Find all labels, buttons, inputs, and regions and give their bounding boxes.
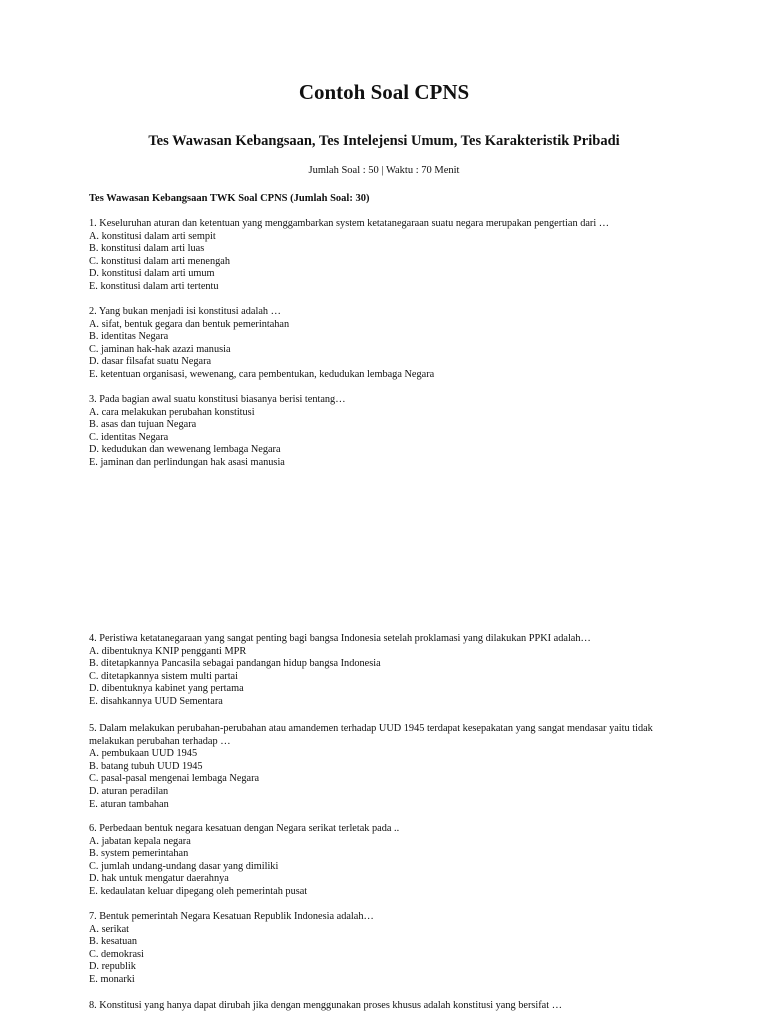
option-a: A. jabatan kepala negara	[89, 835, 191, 847]
option-b: B. ditetapkannya Pancasila sebagai pandangan hidup bangsa Indonesia	[89, 658, 381, 670]
option-b: B. identitas Negara	[89, 331, 169, 343]
option-a: A. sifat, bentuk gegara dan bentuk pemerintahan	[89, 318, 290, 330]
option-c: C. konstitusi dalam arti menengah	[89, 255, 230, 267]
option-c: C. ditetapkannya sistem multi partai	[89, 670, 238, 682]
option-b: B. batang tubuh UUD 1945	[89, 760, 203, 772]
option-b: B. asas dan tujuan Negara	[89, 419, 197, 431]
option-b: B. kesatuan	[89, 936, 138, 948]
option-d: D. hak untuk mengatur daerahnya	[89, 873, 229, 885]
option-d: D. republik	[89, 961, 136, 973]
option-e: E. konstitusi dalam arti tertentu	[89, 280, 219, 292]
option-e: E. aturan tambahan	[89, 798, 169, 810]
question-1	[89, 218, 689, 294]
question-3	[89, 394, 689, 470]
option-c: C. demokrasi	[89, 948, 144, 960]
option-e: E. monarki	[89, 973, 135, 985]
page-title: Contoh Soal CPNS	[298, 80, 470, 104]
question-2	[89, 306, 689, 382]
option-a: A. pembukaan UUD 1945	[89, 748, 198, 760]
option-a: A. serikat	[89, 923, 130, 935]
question-text: 3. Pada bagian awal suatu konstitusi biasanya berisi tentang…	[89, 394, 346, 405]
option-a: A. dibentuknya KNIP pengganti MPR	[89, 645, 247, 657]
page-subtitle: Tes Wawasan Kebangsaan, Tes Intelejensi Umum, Tes Karakteristik Pribadi	[148, 133, 620, 149]
question-text: 8. Konstitusi yang hanya dapat dirubah jika dengan menggunakan proses khusus adalah konstitusi yang bersifat …	[89, 1000, 562, 1011]
option-a: A. cara melakukan perubahan konstitusi	[89, 406, 255, 418]
option-b: B. konstitusi dalam arti luas	[89, 243, 205, 255]
option-e: E. jaminan dan perlindungan hak asasi manusia	[89, 456, 285, 468]
question-text: 6. Perbedaan bentuk negara kesatuan dengan Negara serikat terletak pada ..	[89, 823, 400, 834]
option-c: C. identitas Negara	[89, 431, 169, 443]
option-d: D. aturan peradilan	[89, 785, 169, 797]
question-4	[89, 633, 689, 709]
option-d: D. dasar filsafat suatu Negara	[89, 356, 212, 368]
option-c: C. jaminan hak-hak azazi manusia	[89, 343, 231, 355]
question-text: 7. Bentuk pemerintah Negara Kesatuan Republik Indonesia adalah…	[89, 911, 374, 922]
option-d: D. dibentuknya kabinet yang pertama	[89, 683, 244, 695]
question-7	[89, 911, 689, 987]
option-d: D. kedudukan dan wewenang lembaga Negara	[89, 444, 281, 456]
question-text: 4. Peristiwa ketatanegaraan yang sangat penting bagi bangsa Indonesia setelah proklamasi yang dilakukan PPKI adalah…	[89, 633, 591, 644]
question-8	[89, 1000, 689, 1013]
option-e: E. kedaulatan keluar dipegang oleh pemerintah pusat	[89, 885, 308, 897]
option-e: E. disahkannya UUD Sementara	[89, 695, 223, 707]
option-e: E. ketentuan organisasi, wewenang, cara pembentukan, kedudukan lembaga Negara	[89, 368, 435, 380]
option-d: D. konstitusi dalam arti umum	[89, 268, 215, 280]
option-a: A. konstitusi dalam arti sempit	[89, 230, 216, 242]
option-c: C. pasal-pasal mengenai lembaga Negara	[89, 773, 260, 785]
question-5	[89, 723, 689, 811]
option-b: B. system pemerintahan	[89, 848, 189, 860]
question-text: 2. Yang bukan menjadi isi konstitusi adalah …	[89, 306, 281, 317]
question-6	[89, 823, 689, 899]
exam-info: Jumlah Soal : 50 | Waktu : 70 Menit	[308, 165, 460, 176]
question-text: 5. Dalam melakukan perubahan-perubahan atau amandemen terhadap UUD 1945 terdapat kesepakatan yang sangat mendasar yaitu tidak melakukan perubahan terhadap …	[89, 723, 653, 747]
question-text: 1. Keseluruhan aturan dan ketentuan yang menggambarkan system ketatanegaraan suatu negara merupakan pengertian dari …	[89, 218, 610, 229]
section-heading: Tes Wawasan Kebangsaan TWK Soal CPNS (Jumlah Soal: 30)	[89, 193, 370, 204]
option-c: C. jumlah undang-undang dasar yang dimiliki	[89, 860, 279, 872]
